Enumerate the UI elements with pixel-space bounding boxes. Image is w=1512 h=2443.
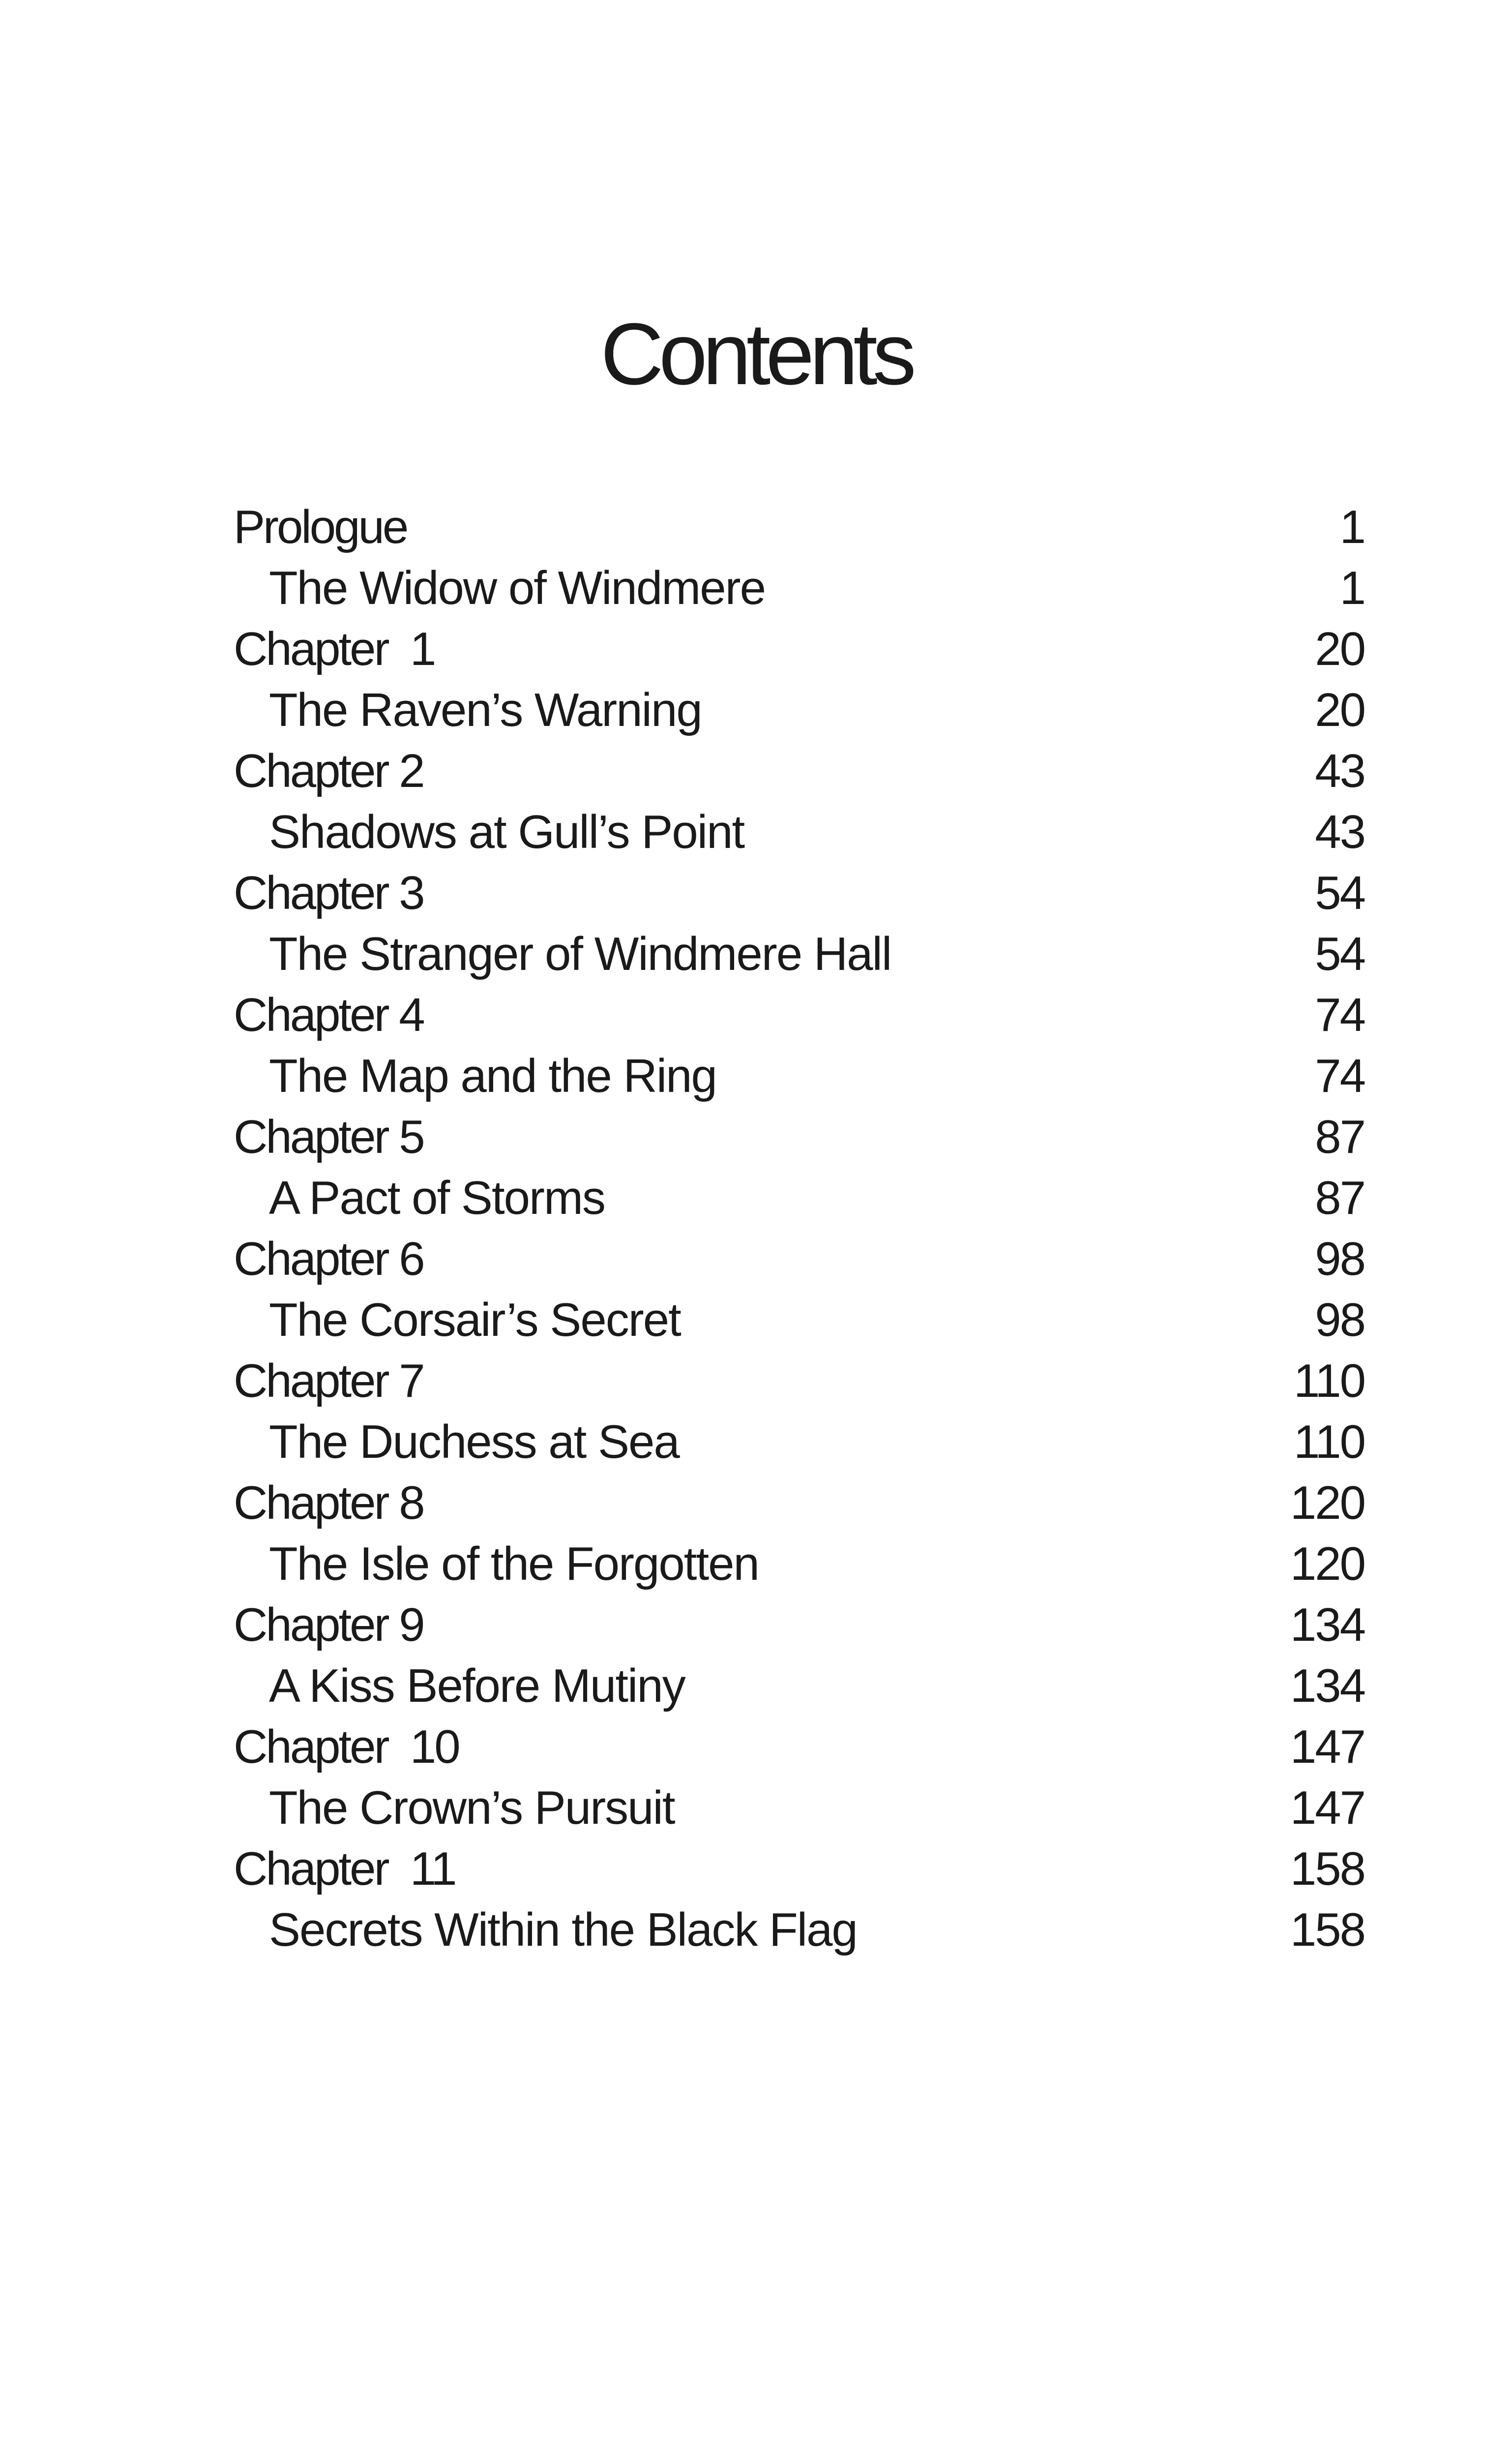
- toc-entry-page-number: 1: [1339, 562, 1364, 614]
- toc-entry-page-number: 110: [1293, 1416, 1364, 1468]
- toc-entry-subtitle: [234, 802, 1364, 863]
- toc-entry-title: Chapter 11: [234, 1842, 455, 1895]
- toc-entry-page-number: 158: [1290, 1842, 1364, 1895]
- toc-entry-chapter: [234, 1595, 1364, 1656]
- toc-entry-title: The Corsair’s Secret: [269, 1294, 681, 1346]
- toc-entry-subtitle: [234, 1412, 1364, 1473]
- toc-entry-chapter: [234, 1351, 1364, 1412]
- toc-entry-title: The Widow of Windmere: [269, 562, 765, 614]
- toc-entry-title: Chapter 2: [234, 745, 423, 797]
- toc-entry-title: The Isle of the Forgotten: [269, 1538, 759, 1590]
- toc-entry-page-number: 20: [1315, 684, 1364, 736]
- toc-entry-title: Chapter 7: [234, 1355, 423, 1407]
- toc-entry-title: Prologue: [234, 501, 407, 553]
- toc-entry-title: Secrets Within the Black Flag: [269, 1903, 857, 1956]
- toc-entry-page-number: 43: [1315, 806, 1364, 858]
- toc-entry-page-number: 98: [1315, 1233, 1364, 1285]
- toc-entry-page-number: 98: [1315, 1294, 1364, 1346]
- toc-entry-subtitle: [234, 1290, 1364, 1351]
- toc-entry-page-number: 87: [1315, 1111, 1364, 1163]
- toc-entry-title: A Kiss Before Mutiny: [269, 1659, 685, 1712]
- toc-entry-title: A Pact of Storms: [269, 1172, 605, 1224]
- toc-entry-page-number: 158: [1290, 1903, 1364, 1956]
- toc-entry-subtitle: [234, 1046, 1364, 1107]
- toc-entry-chapter: [234, 1473, 1364, 1534]
- toc-entry-page-number: 1: [1339, 501, 1364, 553]
- toc-entry-title: Shadows at Gull’s Point: [269, 806, 744, 858]
- toc-entry-title: Chapter 5: [234, 1111, 423, 1163]
- toc-entry-chapter: [234, 1229, 1364, 1290]
- toc-entry-chapter: [234, 619, 1364, 680]
- toc-entry-page-number: 43: [1315, 745, 1364, 797]
- toc-entry-page-number: 134: [1290, 1599, 1364, 1651]
- toc-entry-title: Chapter 8: [234, 1477, 423, 1529]
- toc-entry-title: Chapter 3: [234, 867, 423, 919]
- toc-entry-subtitle: [234, 1168, 1364, 1229]
- table-of-contents: [234, 497, 1364, 1960]
- toc-entry-title: Chapter 9: [234, 1599, 423, 1651]
- toc-entry-chapter: [234, 1107, 1364, 1168]
- toc-entry-page-number: 87: [1315, 1172, 1364, 1224]
- toc-entry-title: Chapter 6: [234, 1233, 423, 1285]
- toc-entry-subtitle: [234, 1778, 1364, 1839]
- toc-entry-page-number: 54: [1315, 867, 1364, 919]
- toc-entry-title: The Stranger of Windmere Hall: [269, 928, 891, 980]
- toc-entry-subtitle: [234, 1534, 1364, 1595]
- toc-entry-title: The Duchess at Sea: [269, 1416, 679, 1468]
- toc-entry-page-number: 110: [1293, 1355, 1364, 1407]
- toc-entry-page-number: 147: [1290, 1720, 1364, 1773]
- toc-entry-page-number: 74: [1315, 1050, 1364, 1102]
- toc-entry-chapter: [234, 1717, 1364, 1778]
- toc-entry-title: The Crown’s Pursuit: [269, 1781, 675, 1834]
- toc-entry-subtitle: [234, 924, 1364, 985]
- toc-entry-chapter: [234, 863, 1364, 924]
- toc-entry-subtitle: [234, 1900, 1364, 1960]
- toc-entry-prologue: [234, 497, 1364, 558]
- page-title: Contents: [600, 305, 912, 403]
- toc-entry-page-number: 134: [1290, 1659, 1364, 1712]
- toc-entry-title: Chapter 1: [234, 623, 435, 675]
- toc-entry-title: The Raven’s Warning: [269, 684, 702, 736]
- toc-entry-title: Chapter 10: [234, 1720, 459, 1773]
- toc-entry-page-number: 74: [1315, 989, 1364, 1041]
- toc-entry-chapter: [234, 1839, 1364, 1900]
- toc-entry-subtitle: [234, 680, 1364, 741]
- toc-entry-chapter: [234, 985, 1364, 1046]
- toc-entry-page-number: 120: [1290, 1477, 1364, 1529]
- toc-entry-title: The Map and the Ring: [269, 1050, 716, 1102]
- toc-entry-page-number: 120: [1290, 1538, 1364, 1590]
- toc-entry-page-number: 54: [1315, 928, 1364, 980]
- toc-entry-title: Chapter 4: [234, 989, 423, 1041]
- toc-entry-page-number: 147: [1290, 1781, 1364, 1834]
- toc-entry-page-number: 20: [1315, 623, 1364, 675]
- toc-entry-chapter: [234, 741, 1364, 802]
- toc-entry-subtitle: [234, 558, 1364, 619]
- toc-entry-subtitle: [234, 1656, 1364, 1717]
